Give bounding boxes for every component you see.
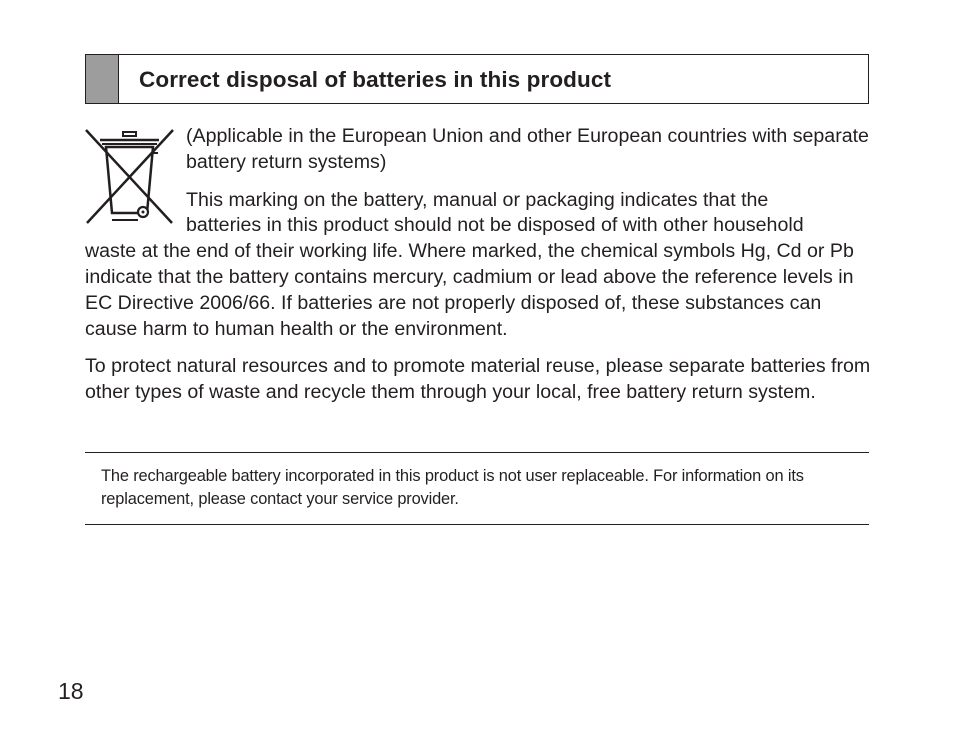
applicability-paragraph: (Applicable in the European Union and other European countries with separate battery return systems) xyxy=(186,125,869,173)
marking-rest: waste at the end of their working life. Where marked, the chemical symbols Hg, Cd or Pb indicate that the battery contains mercury, cadmium or lead above the reference levels in EC Directive 2006/66. If batteries are not properly disposed of, these substances can cause harm to human health or the environment. xyxy=(85,240,854,340)
note-text: The rechargeable battery incorporated in this product is not user replaceable. For information on its replacement, please contact your service provider. xyxy=(101,467,804,508)
note-box xyxy=(85,452,869,525)
body-text xyxy=(85,124,875,406)
protect-paragraph: To protect natural resources and to promote material reuse, please separate batteries from other types of waste and recycle them through your local, free battery return system. xyxy=(85,355,871,404)
section-header-tab xyxy=(86,55,119,103)
marking-line-2: batteries in this product should not be disposed of with other household xyxy=(186,214,804,237)
section-header xyxy=(85,54,869,104)
section-title: Correct disposal of batteries in this product xyxy=(139,67,612,92)
marking-line-1: This marking on the battery, manual or packaging indicates that the xyxy=(186,188,769,211)
marking-paragraph xyxy=(85,188,875,343)
page-number: 18 xyxy=(58,678,84,704)
